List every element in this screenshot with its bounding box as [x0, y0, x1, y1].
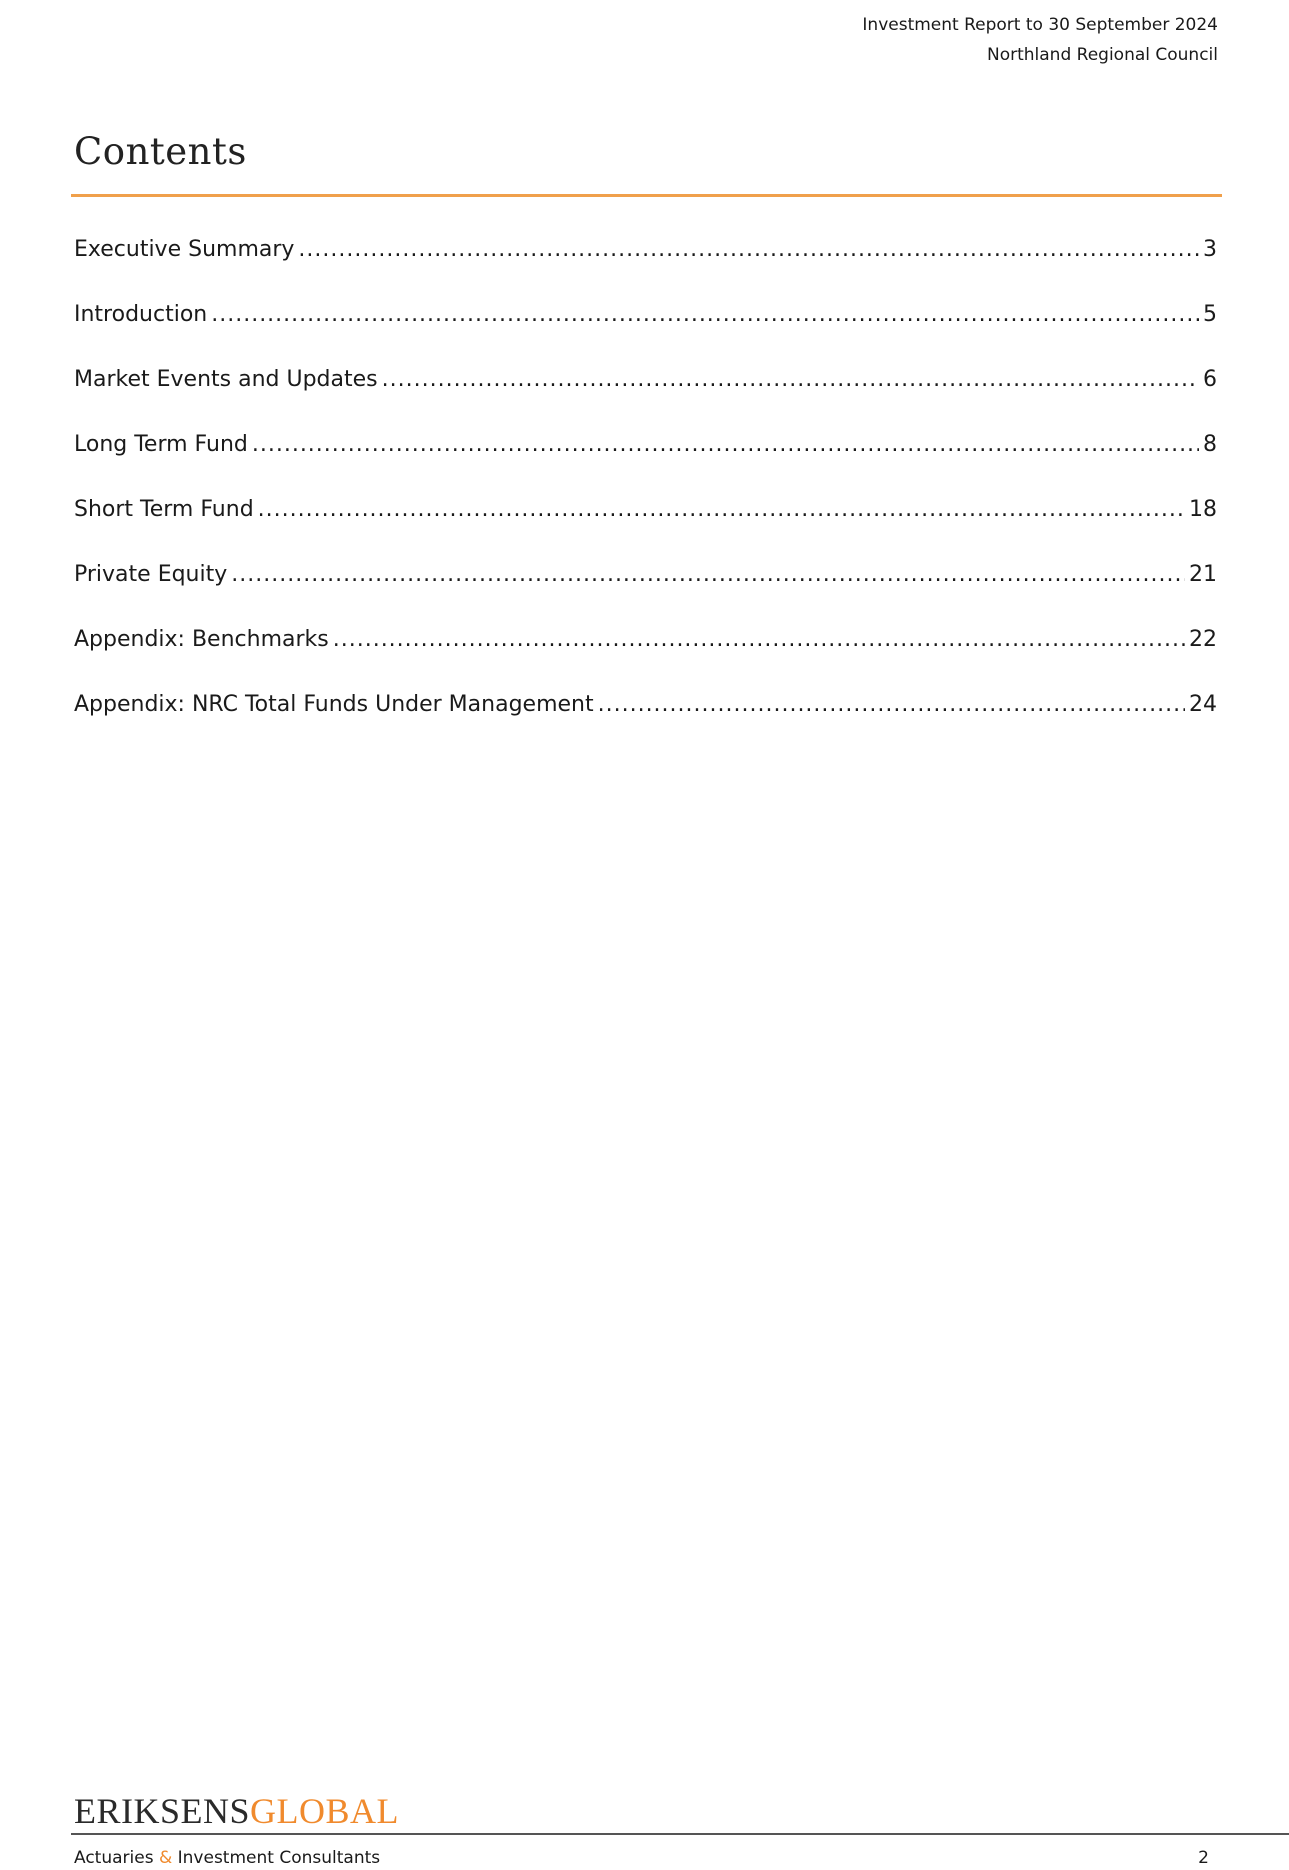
table-of-contents: [74, 237, 1217, 757]
toc-entry-appendix-benchmarks[interactable]: [74, 627, 1217, 692]
toc-entry-label: Appendix: Benchmarks: [74, 627, 329, 652]
toc-entry-page: 22: [1189, 627, 1217, 652]
toc-dot-leader: [382, 367, 1199, 392]
toc-entry-page: 3: [1203, 237, 1217, 262]
toc-entry-page: 8: [1203, 432, 1217, 457]
logo-text-eriksens: ERIKSENS: [74, 1791, 251, 1831]
toc-entry-page: 24: [1189, 692, 1217, 717]
tagline-actuaries: Actuaries: [74, 1848, 159, 1868]
heading-divider: [71, 194, 1222, 197]
toc-entry-page: 5: [1203, 302, 1217, 327]
toc-entry-page: 6: [1203, 367, 1217, 392]
toc-entry-label: Short Term Fund: [74, 497, 254, 522]
toc-entry-label: Executive Summary: [74, 237, 295, 262]
toc-entry-market-events[interactable]: [74, 367, 1217, 432]
toc-entry-label: Appendix: NRC Total Funds Under Management: [74, 692, 594, 717]
contents-heading: Contents: [74, 130, 247, 173]
report-title: Investment Report to 30 September 2024: [862, 15, 1218, 35]
tagline-ampersand: &: [158, 1848, 173, 1868]
toc-entry-label: Introduction: [74, 302, 208, 327]
toc-dot-leader: [598, 692, 1185, 717]
toc-entry-long-term-fund[interactable]: [74, 432, 1217, 497]
toc-entry-page: 18: [1189, 497, 1217, 522]
logo-text-global: GLOBAL: [250, 1791, 400, 1831]
toc-entry-label: Long Term Fund: [74, 432, 248, 457]
tagline-investment-consultants: Investment Consultants: [172, 1848, 381, 1868]
toc-dot-leader: [333, 627, 1185, 652]
toc-entry-introduction[interactable]: [74, 302, 1217, 367]
footer-divider: [71, 1833, 1289, 1835]
toc-entry-appendix-funds-under-management[interactable]: [74, 692, 1217, 757]
toc-entry-page: 21: [1189, 562, 1217, 587]
footer-tagline: [74, 1848, 380, 1868]
toc-entry-executive-summary[interactable]: [74, 237, 1217, 302]
toc-dot-leader: [298, 237, 1199, 262]
toc-entry-short-term-fund[interactable]: [74, 497, 1217, 562]
toc-dot-leader: [258, 497, 1185, 522]
toc-entry-label: Private Equity: [74, 562, 228, 587]
eriksens-global-logo: [74, 1791, 399, 1831]
page-number: 2: [1198, 1848, 1209, 1868]
toc-dot-leader: [252, 432, 1199, 457]
toc-dot-leader: [211, 302, 1199, 327]
toc-dot-leader: [231, 562, 1185, 587]
toc-entry-private-equity[interactable]: [74, 562, 1217, 627]
toc-entry-label: Market Events and Updates: [74, 367, 378, 392]
page-header: [862, 10, 1218, 70]
organisation-name: Northland Regional Council: [986, 45, 1218, 65]
